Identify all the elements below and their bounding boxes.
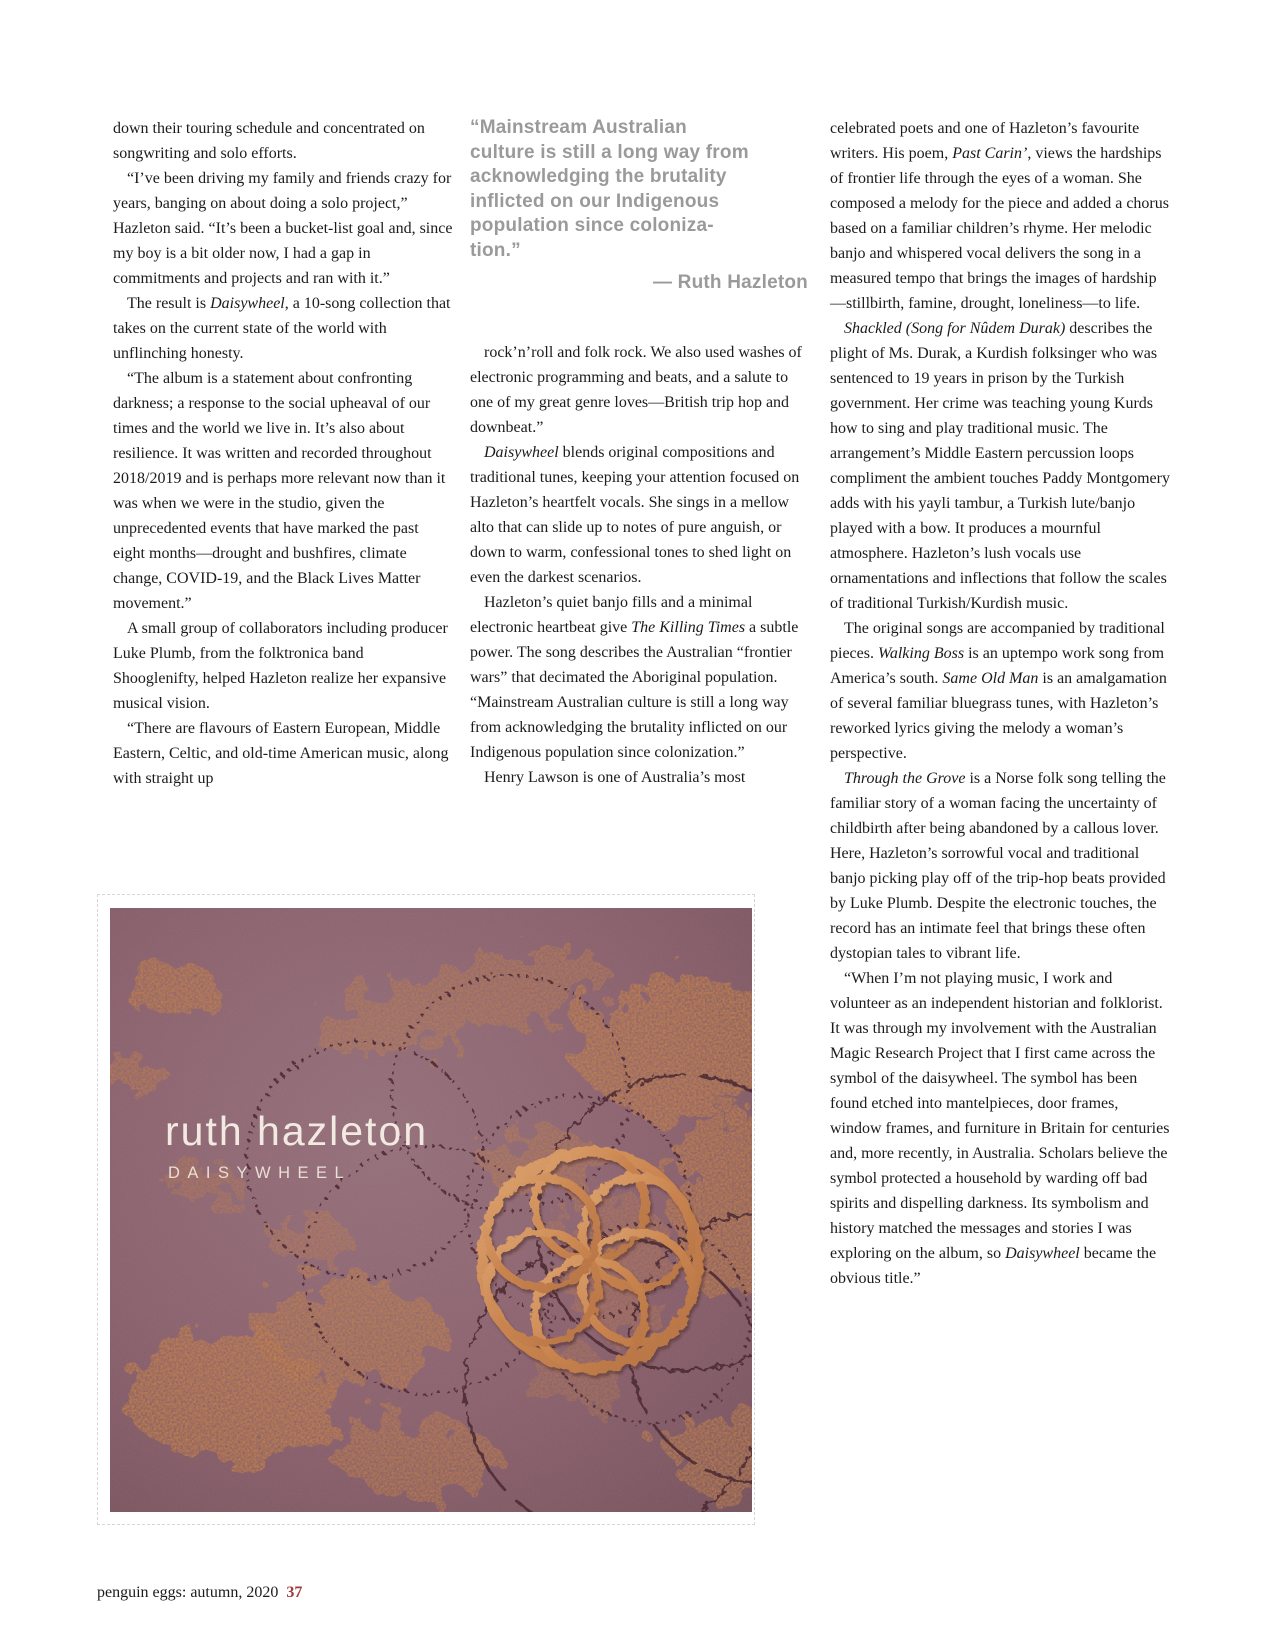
paragraph: down their touring schedule and concentrated on songwriting and solo efforts. bbox=[113, 120, 425, 162]
pull-quote-line: acknowledging the brutality bbox=[470, 166, 727, 187]
pull-quote-line: inflicted on our Indigenous bbox=[470, 190, 720, 212]
paragraph: Hazleton’s quiet banjo fills and a minimal electronic heartbeat give The Killing Times a subtle power. The song describes the Australian “frontier wars” that decimated the Aboriginal population. “Mainstream Australian culture is still a long way from acknowledging the brutality inflicted on our Indigenous population since colonization.” bbox=[470, 594, 799, 761]
paragraph: Henry Lawson is one of Australia’s most bbox=[484, 769, 746, 786]
grain-overlay-copper bbox=[110, 908, 752, 1512]
paragraph: Through the Grove is a Norse folk song telling the familiar story of a woman facing the uncertainty of childbirth after being abandoned by a callous lover. Here, Hazleton’s sorrowful vocal and traditional banjo picking play off of the trip-hop beats provided by Luke Plumb. Despite the electronic touches, the record has an intimate feel that brings these often dystopian tales to vibrant life. bbox=[830, 770, 1166, 962]
pull-quote-line: population since coloniza- bbox=[470, 215, 714, 236]
article-column-left bbox=[113, 116, 453, 791]
album-cover bbox=[110, 908, 752, 1512]
paragraph: Daisywheel blends original compositions and traditional tunes, keeping your attention focused on Hazleton’s heartfelt vocals. She sings in a mellow alto that can slide up to notes of pure anguish, or down to warm, confessional tones to shed light on even the darkest scenarios. bbox=[470, 444, 800, 586]
magazine-issue: penguin eggs: autumn, 2020 bbox=[97, 1584, 279, 1601]
pull-quote-line: tion.” bbox=[470, 239, 521, 261]
paragraph: “When I’m not playing music, I work and volunteer as an independent historian and folklorist. It was through my involvement with the Australian Magic Research Project that I first came across the symbol of the daisywheel. The symbol has been found etched into mantelpieces, door frames, window frames, and furniture in Britain for centuries and, more recently, in Australia. Scholars believe the symbol protected a household by warding off bad spirits and dispelling darkness. Its symbolism and history matched the messages and stories I was exploring on the album, so Daisywheel became the obvious title.” bbox=[830, 970, 1170, 1287]
paragraph: A small group of collaborators including producer Luke Plumb, from the folktronica band Shooglenifty, helped Hazleton realize her expansive musical vision. bbox=[113, 620, 448, 712]
paragraph: “The album is a statement about confronting darkness; a response to the social upheaval of our times and the world we live in. It’s also about resilience. It was written and recorded throughout 2018/2019 and is perhaps more relevant now than it was when we were in the studio, given the unprecedented events that have marked the past eight months—drought and bushfires, climate change, COVID-19, and the Black Lives Matter movement.” bbox=[113, 370, 446, 612]
pull-quote bbox=[470, 116, 810, 296]
paragraph: The original songs are accompanied by traditional pieces. Walking Boss is an uptempo work song from America’s south. Same Old Man is an amalgamation of several familiar bluegrass tunes, with Hazleton’s reworked lyrics giving the melody a woman’s perspective. bbox=[830, 620, 1167, 762]
pull-quote-text bbox=[470, 116, 810, 263]
pull-quote-attribution: — Ruth Hazleton bbox=[653, 272, 808, 293]
pull-quote-line: culture is still a long way from bbox=[470, 141, 749, 163]
album-title: DAISYWHEEL bbox=[168, 1164, 352, 1182]
article-column-middle bbox=[470, 340, 810, 790]
page-footer bbox=[97, 1584, 302, 1602]
paragraph: celebrated poets and one of Hazleton’s favourite writers. His poem, Past Carin’, views the hardships of frontier life through the eyes of a woman. She composed a melody for the piece and added a chorus based on a familiar children’s rhyme. Her melodic banjo and whispered vocal delivers the song in a measured tempo that brings the images of hardship—stillbirth, famine, drought, loneliness—to life. bbox=[830, 120, 1169, 312]
pull-quote-line: “Mainstream Australian bbox=[470, 117, 687, 138]
paragraph: rock’n’roll and folk rock. We also used washes of electronic programming and beats, and a salute to one of my great genre loves—British trip hop and downbeat.” bbox=[470, 344, 802, 436]
page-number: 37 bbox=[286, 1584, 303, 1601]
album-cover-art bbox=[110, 908, 752, 1512]
album-artist-name: ruth hazleton bbox=[165, 1108, 429, 1154]
album-cover-frame bbox=[97, 894, 755, 1525]
paragraph: The result is Daisywheel, a 10-song collection that takes on the current state of the world with unflinching honesty. bbox=[113, 295, 451, 362]
paragraph: “I’ve been driving my family and friends crazy for years, banging on about doing a solo project,” Hazleton said. “It’s been a bucket-list goal and, since my boy is a bit older now, I had a gap in commitments and projects and ran with it.” bbox=[113, 170, 453, 287]
article-column-right bbox=[830, 116, 1172, 1291]
paragraph: “There are flavours of Eastern European, Middle Eastern, Celtic, and old-time American music, along with straight up bbox=[113, 720, 449, 787]
paragraph: Shackled (Song for Nûdem Durak) describes the plight of Ms. Durak, a Kurdish folksinger who was sentenced to 19 years in prison by the Turkish government. Her crime was teaching young Kurds how to sing and play traditional music. The arrangement’s Middle Eastern percussion loops compliment the ambient touches Paddy Montgomery adds with his yayli tambur, a Turkish lute/banjo played with a bow. It produces a mournful atmosphere. Hazleton’s lush vocals use ornamentations and inflections that follow the scales of traditional Turkish/Kurdish music. bbox=[830, 320, 1170, 612]
